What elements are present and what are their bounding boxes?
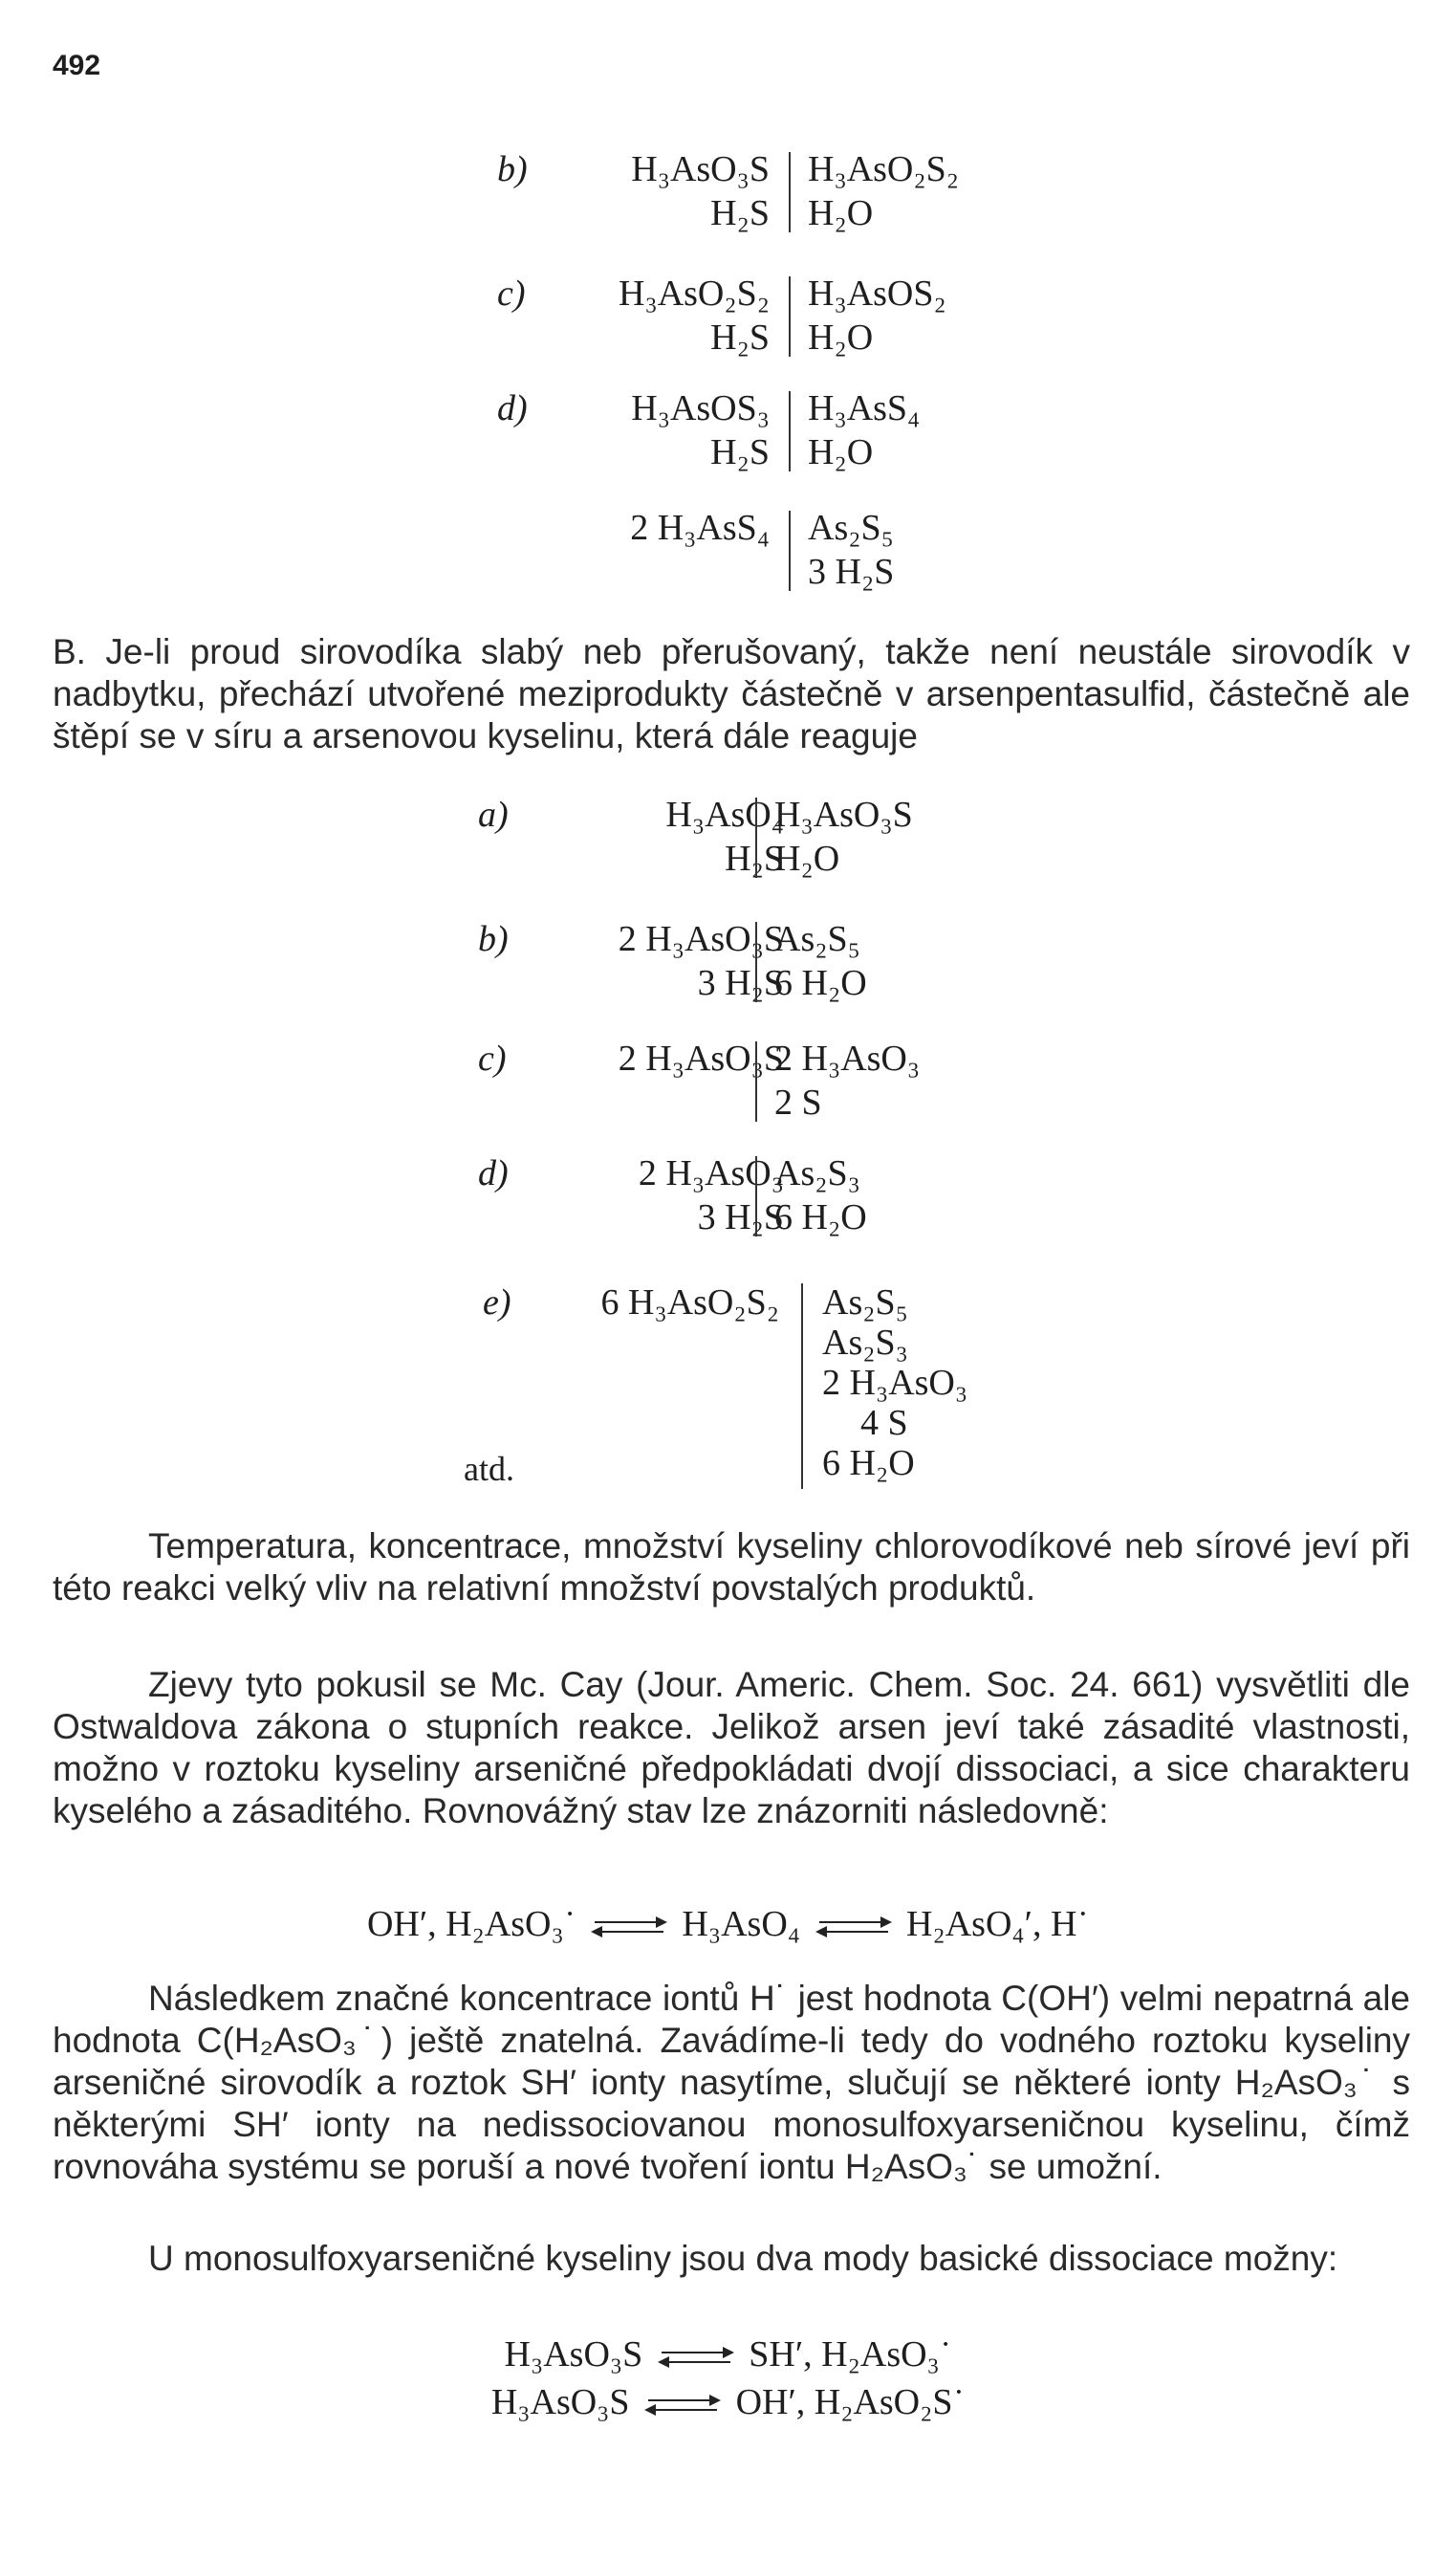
paragraph-monosulfoxy-text: U monosulfoxyarseničné kyseliny jsou dva mody basické dissociace možny: [148, 2239, 1338, 2278]
reaction-label: c) [478, 1039, 507, 1079]
reaction-divider [789, 276, 791, 357]
scheme-a-reaction [0, 387, 1456, 483]
equilibrium-equation-1 [0, 1903, 1456, 1945]
product-1: As₂S₃ [774, 1153, 860, 1193]
reactant-1: 2 H₃AsO₃S [618, 919, 784, 959]
eq3-right: OH′, H₂AsO₂S˙ [735, 2382, 966, 2422]
reactant-1: H₃AsOS₃ [631, 388, 770, 428]
product-2: H₂O [774, 839, 840, 879]
paragraph-temperatura-text: Temperatura, koncentrace, množství kyseliny chlorovodíkové neb sírové jeví při této reakci velký vliv na relativní množství povstalých produktů. [53, 1526, 1410, 1608]
paragraph-temperatura [53, 1525, 1410, 1609]
equilibrium-arrows-icon [591, 1913, 667, 1941]
reaction-label: c) [497, 274, 526, 314]
scheme-a-reaction [0, 148, 1456, 244]
scheme-a-reaction [0, 507, 1456, 602]
reaction-e-product: As₂S₅ [822, 1282, 908, 1323]
reactant-2: H₂S [710, 317, 770, 358]
page-number: 492 [53, 50, 101, 81]
reactant-2: 3 H₂S [697, 1197, 784, 1237]
reactant-1: 2 H₃AsO₃S [618, 1039, 784, 1079]
reaction-e-label: e) [483, 1282, 511, 1323]
scheme-b-reaction [0, 794, 1456, 889]
reactant-1: 2 H₃AsO₃ [638, 1153, 784, 1193]
reaction-divider [755, 1156, 757, 1237]
equilibrium-arrows-icon [644, 2391, 721, 2419]
paragraph-mccay-text: Zjevy tyto pokusil se Mc. Cay (Jour. Americ. Chem. Soc. 24. 661) vysvětliti dle Ostwaldova zákona o stupních reakce. Jelikož arsen jeví také zásadité vlastnosti, možno v roztoku kyseliny arseničné předpokládati dvojí dissociaci, a sice charakteru kyselého a zásaditého. Rovnovážný stav lze znázorniti následovně: [53, 1665, 1410, 1830]
reactant-1: H₃AsO₃S [631, 149, 770, 189]
scheme-a-reaction [0, 273, 1456, 368]
product-2: 3 H₂S [808, 552, 895, 592]
reaction-label: b) [497, 149, 528, 189]
reaction-e-product: 4 S [860, 1403, 908, 1443]
reaction-divider [789, 511, 791, 591]
product-2: H₂O [808, 317, 874, 358]
product-1: H₃AsS₄ [808, 388, 921, 428]
paragraph-monosulfoxy [53, 2238, 1410, 2280]
eq1-right: H₂AsO₄′, H˙ [906, 1904, 1090, 1944]
paragraph-b-text: B. Je-li proud sirovodíka slabý neb přerušovaný, takže není neustále sirovodík v nadbytku, přechází utvořené meziprodukty částečně v arsenpentasulfid, částečně ale štěpí se v síru a arsenovou kyselinu, která dále reaguje [53, 632, 1410, 755]
reaction-divider [755, 1041, 757, 1122]
reactant-2: H₂S [710, 432, 770, 472]
reaction-label: b) [478, 919, 509, 959]
reaction-label: d) [497, 388, 528, 428]
scheme-b-reaction [0, 1152, 1456, 1248]
reaction-divider [755, 922, 757, 1002]
reaction-e [0, 1281, 1456, 1511]
reaction-divider [789, 152, 791, 232]
scheme-b-reaction [0, 1038, 1456, 1133]
reactant-2: H₂S [710, 193, 770, 233]
product-2: 6 H₂O [774, 1197, 867, 1237]
reaction-e-left: 6 H₃AsO₂S₂ [600, 1282, 779, 1323]
eq1-left: OH′, H₂AsO₃˙ [366, 1904, 576, 1944]
reactant-1: H₃AsO₂S₂ [619, 274, 770, 314]
reaction-label: a) [478, 795, 509, 835]
reaction-e-product: 6 H₂O [822, 1443, 915, 1483]
paragraph-nasledkem [53, 1978, 1410, 2188]
paragraph-mccay [53, 1664, 1410, 1832]
product-1: H₃AsOS₂ [808, 274, 946, 314]
product-2: H₂O [808, 193, 874, 233]
dissociation-equation-1 [0, 2333, 1456, 2375]
reaction-label: d) [478, 1153, 509, 1193]
reactant-2: H₂S [725, 839, 784, 879]
reactant-1: H₃AsO₄ [665, 795, 784, 835]
atd-label: atd. [464, 1450, 514, 1488]
reaction-e-product: 2 H₃AsO₃ [822, 1363, 968, 1403]
product-1: As₂S₅ [774, 919, 860, 959]
reactant-1: 2 H₃AsS₄ [630, 508, 770, 548]
eq2-left: H₃AsO₃S [504, 2334, 643, 2375]
product-1: H₃AsO₃S [774, 795, 913, 835]
product-2: 2 S [774, 1083, 822, 1123]
reaction-e-bar [801, 1283, 803, 1489]
paragraph-nasledkem-text: Následkem značné koncentrace iontů H˙ jest hodnota C(OH′) velmi nepatrná ale hodnota C(H₂AsO₃˙) ještě znatelná. Zavádíme-li tedy do vodného roztoku kyseliny arseničné sirovodík a roztok SH′ ionty nasytíme, slučují se některé ionty H₂AsO₃˙ s některými SH′ ionty na nedissociovanou monosulfoxyarseničnou kyselinu, čímž rovnováha systému se poruší a nové tvoření iontu H₂AsO₃˙ se umožní. [53, 1979, 1410, 2186]
dissociation-equation-2 [0, 2381, 1456, 2423]
eq1-middle: H₃AsO₄ [682, 1904, 801, 1944]
paragraph-b [53, 631, 1410, 757]
product-2: H₂O [808, 432, 874, 472]
scheme-b-reaction [0, 918, 1456, 1014]
reaction-divider [789, 391, 791, 471]
product-2: 6 H₂O [774, 963, 867, 1003]
product-1: H₃AsO₂S₂ [808, 149, 959, 189]
product-1: 2 H₃AsO₃ [774, 1039, 921, 1079]
reaction-divider [755, 798, 757, 878]
equilibrium-arrows-icon [815, 1913, 892, 1941]
reactant-2: 3 H₂S [697, 963, 784, 1003]
eq3-left: H₃AsO₃S [490, 2382, 630, 2422]
equilibrium-arrows-icon [658, 2343, 734, 2372]
eq2-right: SH′, H₂AsO₃˙ [749, 2334, 952, 2375]
reaction-e-product: As₂S₃ [822, 1323, 908, 1363]
product-1: As₂S₅ [808, 508, 894, 548]
